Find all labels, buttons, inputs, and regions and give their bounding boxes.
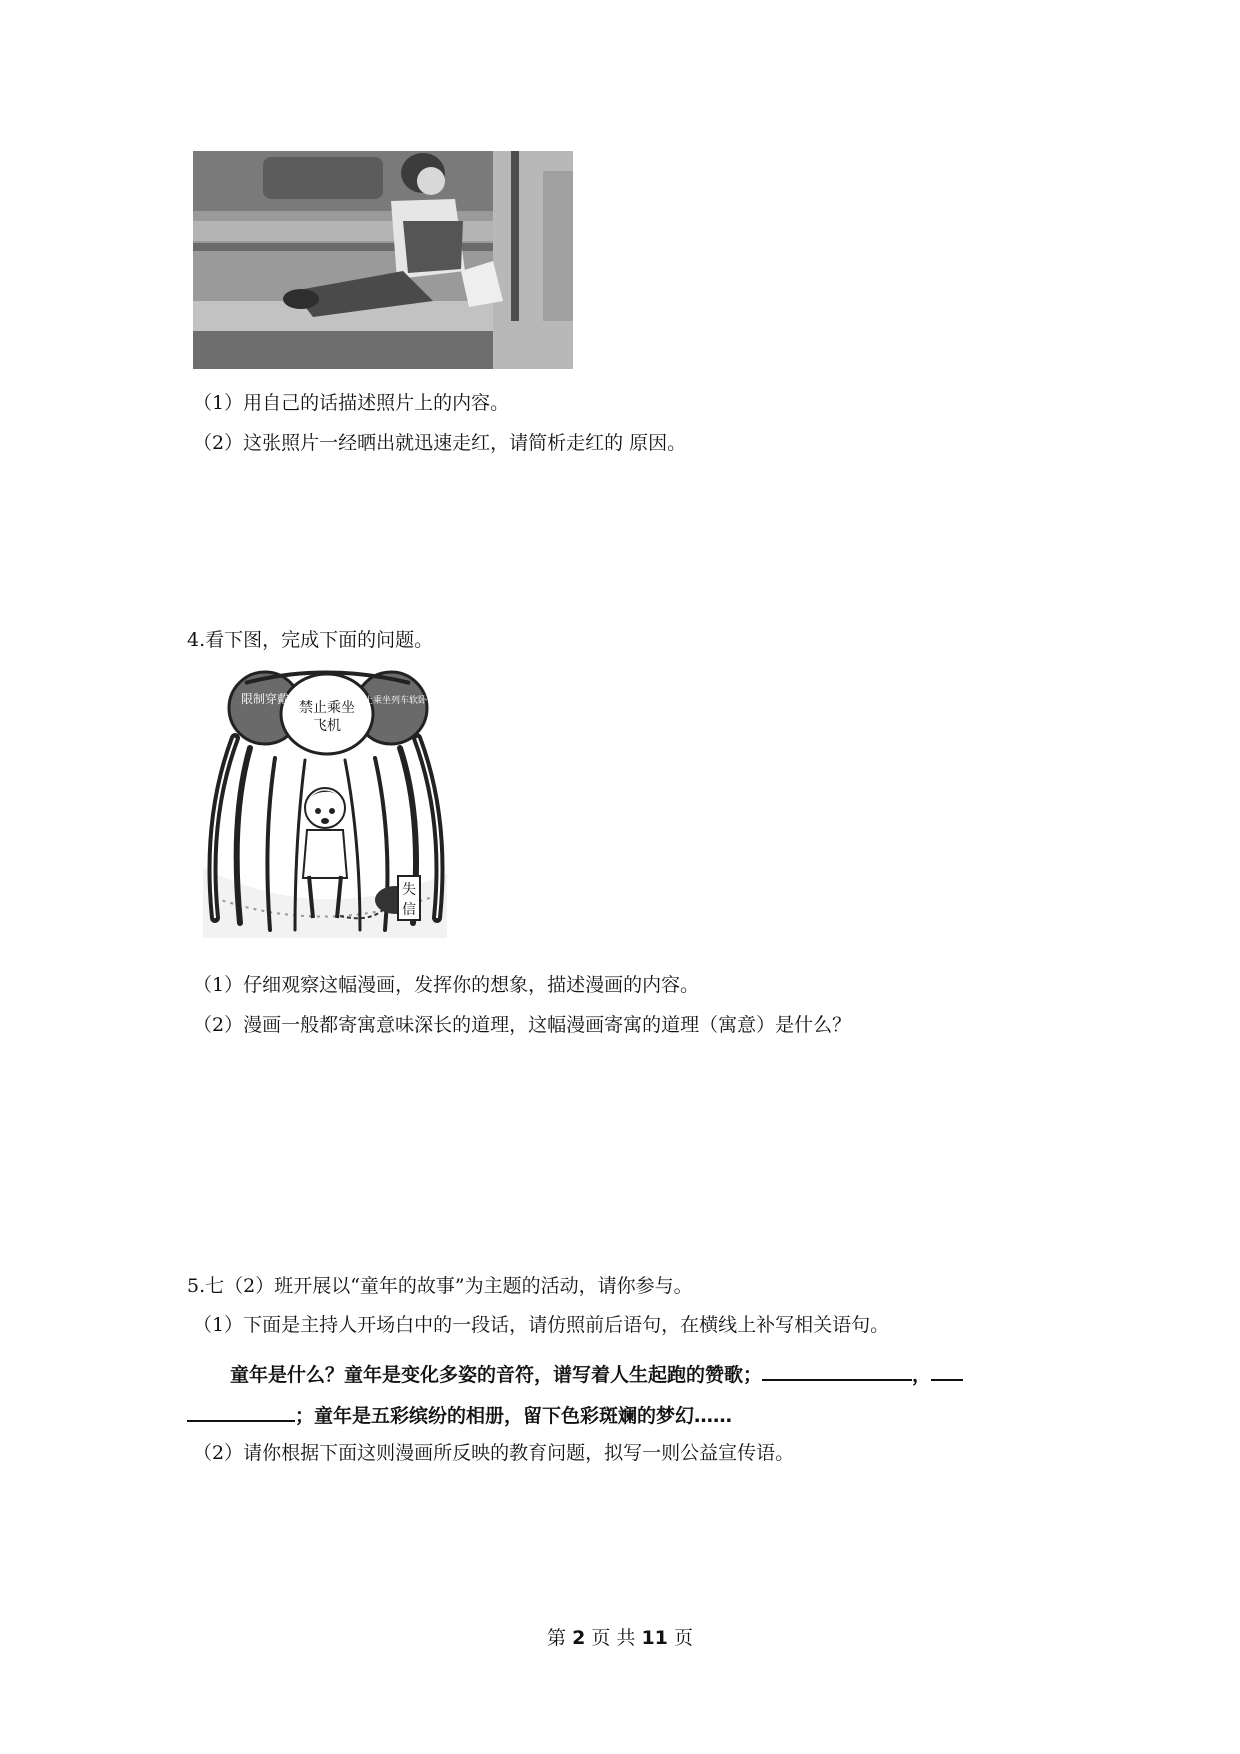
answer-blank-2-end[interactable] bbox=[187, 1400, 295, 1422]
q4-part2-text: （2）漫画一般都寄寓意味深长的道理，这幅漫画寄寓的道理（寓意）是什么？ bbox=[193, 1014, 852, 1036]
footer-page-number: 2 bbox=[572, 1627, 586, 1649]
tag-line1: 失 bbox=[402, 882, 416, 898]
subway-photo-illustration bbox=[193, 151, 573, 369]
q5-passage-line1 bbox=[230, 1359, 963, 1388]
tag-line2: 信 bbox=[402, 902, 416, 918]
balloon-right-text: 禁止乘坐列车软卧 bbox=[354, 696, 428, 706]
q5-passage-line2 bbox=[187, 1400, 732, 1429]
q4-intro: 4.看下图，完成下面的问题。 bbox=[187, 629, 434, 651]
q3-part2-text: （2）这张照片一经晒出就迅速走红，请简析走红的 原因。 bbox=[193, 432, 687, 454]
cartoon-illustration bbox=[195, 668, 457, 938]
balloon-center-line2: 飞机 bbox=[313, 718, 341, 734]
subway-photo bbox=[193, 151, 573, 369]
balloon-left-text: 限制穿戴 bbox=[240, 692, 290, 706]
passage-comma: ， bbox=[912, 1364, 932, 1386]
footer-suffix: 页 bbox=[667, 1627, 693, 1649]
passage-end: ；童年是五彩缤纷的相册，留下色彩斑斓的梦幻…… bbox=[295, 1405, 733, 1427]
page-footer bbox=[0, 1625, 1240, 1651]
passage-start: 童年是什么？童年是变化多姿的音符，谱写着人生起跑的赞歌； bbox=[230, 1364, 763, 1386]
q5-intro: 5.七（2）班开展以“童年的故事”为主题的活动，请你参与。 bbox=[187, 1275, 693, 1297]
answer-blank-2-start[interactable] bbox=[931, 1359, 963, 1381]
q3-part1-text: （1）用自己的话描述照片上的内容。 bbox=[193, 392, 510, 414]
q5-part1-text: （1）下面是主持人开场白中的一段话，请仿照前后语句，在横线上补写相关语句。 bbox=[193, 1314, 890, 1336]
q4-part1-text: （1）仔细观察这幅漫画，发挥你的想象，描述漫画的内容。 bbox=[193, 974, 700, 996]
footer-middle: 页 共 bbox=[585, 1627, 642, 1649]
balloon-center-line1: 禁止乘坐 bbox=[299, 700, 355, 716]
answer-blank-1[interactable] bbox=[762, 1359, 912, 1381]
footer-prefix: 第 bbox=[547, 1627, 573, 1649]
footer-total-pages: 11 bbox=[641, 1627, 668, 1649]
q5-part2-text: （2）请你根据下面这则漫画所反映的教育问题，拟写一则公益宣传语。 bbox=[193, 1442, 795, 1464]
q4-cartoon bbox=[195, 668, 457, 938]
